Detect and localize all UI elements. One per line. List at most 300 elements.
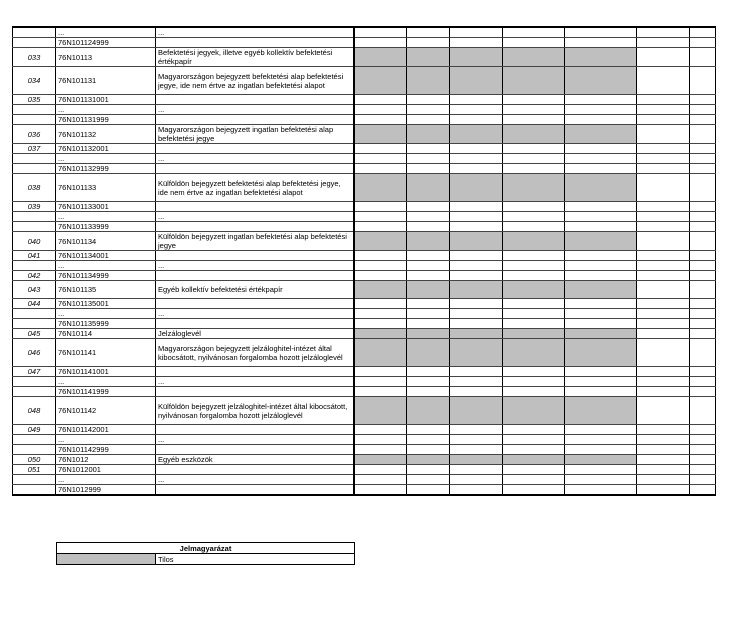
row-code-cell (13, 38, 56, 48)
row-code-cell: 040 (13, 232, 56, 251)
row-code-cell (13, 261, 56, 271)
row-code-cell: 038 (13, 174, 56, 202)
value-cell (503, 367, 565, 377)
value-cell (637, 67, 690, 95)
row-description-cell (156, 144, 354, 154)
table-row (13, 27, 716, 38)
value-cell (503, 115, 565, 125)
value-cell (503, 281, 565, 299)
value-cell (503, 251, 565, 261)
value-cell (354, 319, 407, 329)
value-cell (354, 281, 407, 299)
row-description-cell: Magyarországon bejegyzett befektetési alap befektetési jegye, ide nem értve az ingatlan befektetési alapot (156, 67, 354, 95)
table-row (13, 271, 716, 281)
value-cell (637, 222, 690, 232)
row-id-cell: ... (56, 309, 156, 319)
row-id-cell: 76N101142999 (56, 445, 156, 455)
row-code-cell: 051 (13, 465, 56, 475)
value-cell (637, 105, 690, 115)
value-cell (407, 455, 450, 465)
row-id-cell: 76N101141 (56, 339, 156, 367)
value-cell (565, 445, 637, 455)
value-cell (565, 455, 637, 465)
value-cell (690, 95, 716, 105)
value-cell (354, 425, 407, 435)
value-cell (565, 281, 637, 299)
row-description-cell (156, 95, 354, 105)
value-cell (637, 212, 690, 222)
row-code-cell (13, 319, 56, 329)
value-cell (503, 27, 565, 38)
value-cell (450, 115, 503, 125)
row-code-cell (13, 387, 56, 397)
value-cell (690, 271, 716, 281)
value-cell (503, 397, 565, 425)
value-cell (503, 154, 565, 164)
value-cell (565, 164, 637, 174)
table-row (13, 319, 716, 329)
row-id-cell: 76N101142 (56, 397, 156, 425)
value-cell (354, 299, 407, 309)
row-description-cell: ... (156, 105, 354, 115)
row-code-cell: 033 (13, 48, 56, 67)
value-cell (354, 329, 407, 339)
value-cell (690, 125, 716, 144)
row-id-cell: 76N101133001 (56, 202, 156, 212)
value-cell (565, 95, 637, 105)
value-cell (690, 164, 716, 174)
table-row (13, 485, 716, 496)
value-cell (450, 27, 503, 38)
value-cell (450, 48, 503, 67)
row-description-cell (156, 299, 354, 309)
value-cell (690, 435, 716, 445)
row-id-cell: 76N101141001 (56, 367, 156, 377)
value-cell (450, 455, 503, 465)
table-row (13, 251, 716, 261)
value-cell (354, 485, 407, 496)
value-cell (407, 465, 450, 475)
value-cell (407, 475, 450, 485)
row-code-cell (13, 435, 56, 445)
value-cell (407, 164, 450, 174)
row-id-cell: ... (56, 105, 156, 115)
row-code-cell: 036 (13, 125, 56, 144)
value-cell (503, 144, 565, 154)
row-id-cell: 76N101141999 (56, 387, 156, 397)
value-cell (637, 445, 690, 455)
value-cell (450, 251, 503, 261)
value-cell (407, 174, 450, 202)
value-cell (503, 435, 565, 445)
table-row (13, 154, 716, 164)
value-cell (503, 261, 565, 271)
row-code-cell: 044 (13, 299, 56, 309)
value-cell (450, 435, 503, 445)
table-row (13, 144, 716, 154)
value-cell (637, 319, 690, 329)
row-description-cell: Külföldön bejegyzett befektetési alap befektetési jegye, ide nem értve az ingatlan befektetési alapot (156, 174, 354, 202)
value-cell (407, 261, 450, 271)
value-cell (637, 329, 690, 339)
value-cell (407, 319, 450, 329)
value-cell (565, 232, 637, 251)
value-cell (503, 48, 565, 67)
table-row (13, 95, 716, 105)
value-cell (503, 67, 565, 95)
row-id-cell: ... (56, 261, 156, 271)
value-cell (407, 154, 450, 164)
table-row (13, 212, 716, 222)
value-cell (637, 377, 690, 387)
value-cell (503, 38, 565, 48)
value-cell (407, 222, 450, 232)
table-row (13, 115, 716, 125)
value-cell (407, 387, 450, 397)
value-cell (637, 485, 690, 496)
value-cell (407, 435, 450, 445)
value-cell (407, 48, 450, 67)
table-row (13, 281, 716, 299)
value-cell (407, 105, 450, 115)
value-cell (503, 271, 565, 281)
row-code-cell: 042 (13, 271, 56, 281)
value-cell (690, 329, 716, 339)
value-cell (450, 299, 503, 309)
value-cell (407, 115, 450, 125)
row-code-cell (13, 105, 56, 115)
value-cell (354, 222, 407, 232)
row-code-cell: 035 (13, 95, 56, 105)
table-row (13, 299, 716, 309)
row-id-cell: 76N101135999 (56, 319, 156, 329)
value-cell (637, 281, 690, 299)
value-cell (637, 261, 690, 271)
row-description-cell: Külföldön bejegyzett jelzáloghitel-intézet által kibocsátott, nyilvánosan forgalomba hozott jelzáloglevél (156, 397, 354, 425)
value-cell (354, 445, 407, 455)
value-cell (690, 339, 716, 367)
row-code-cell: 046 (13, 339, 56, 367)
value-cell (637, 154, 690, 164)
row-code-cell (13, 115, 56, 125)
value-cell (354, 397, 407, 425)
value-cell (565, 125, 637, 144)
value-cell (407, 232, 450, 251)
value-cell (565, 115, 637, 125)
row-description-cell: ... (156, 261, 354, 271)
row-id-cell: ... (56, 27, 156, 38)
value-cell (450, 339, 503, 367)
value-cell (354, 465, 407, 475)
row-id-cell: 76N101135 (56, 281, 156, 299)
row-id-cell: 76N1012001 (56, 465, 156, 475)
value-cell (407, 67, 450, 95)
value-cell (690, 27, 716, 38)
value-cell (637, 309, 690, 319)
table-row (13, 202, 716, 212)
value-cell (637, 144, 690, 154)
row-code-cell: 034 (13, 67, 56, 95)
value-cell (637, 465, 690, 475)
row-code-cell (13, 27, 56, 38)
row-id-cell: 76N10114 (56, 329, 156, 339)
row-description-cell (156, 465, 354, 475)
row-code-cell (13, 222, 56, 232)
value-cell (450, 144, 503, 154)
row-code-cell: 043 (13, 281, 56, 299)
value-cell (503, 105, 565, 115)
table-row (13, 174, 716, 202)
value-cell (565, 475, 637, 485)
value-cell (354, 261, 407, 271)
row-code-cell: 045 (13, 329, 56, 339)
value-cell (690, 319, 716, 329)
value-cell (637, 397, 690, 425)
value-cell (407, 271, 450, 281)
value-cell (407, 329, 450, 339)
value-cell (565, 319, 637, 329)
value-cell (450, 309, 503, 319)
row-id-cell: 76N101131 (56, 67, 156, 95)
value-cell (637, 435, 690, 445)
value-cell (565, 27, 637, 38)
value-cell (637, 251, 690, 261)
value-cell (637, 455, 690, 465)
row-code-cell (13, 164, 56, 174)
value-cell (354, 339, 407, 367)
value-cell (690, 48, 716, 67)
row-description-cell (156, 425, 354, 435)
value-cell (690, 377, 716, 387)
value-cell (565, 485, 637, 496)
value-cell (354, 48, 407, 67)
value-cell (503, 339, 565, 367)
row-id-cell: 76N101132999 (56, 164, 156, 174)
row-id-cell: ... (56, 154, 156, 164)
value-cell (354, 377, 407, 387)
value-cell (637, 164, 690, 174)
value-cell (450, 38, 503, 48)
value-cell (690, 174, 716, 202)
table-row (13, 125, 716, 144)
value-cell (637, 367, 690, 377)
value-cell (450, 202, 503, 212)
value-cell (565, 222, 637, 232)
value-cell (503, 485, 565, 496)
table-row (13, 67, 716, 95)
row-description-cell (156, 271, 354, 281)
value-cell (450, 445, 503, 455)
value-cell (354, 105, 407, 115)
value-cell (450, 319, 503, 329)
row-id-cell: 76N101142001 (56, 425, 156, 435)
value-cell (407, 485, 450, 496)
value-cell (503, 232, 565, 251)
value-cell (407, 38, 450, 48)
value-cell (450, 232, 503, 251)
table-row (13, 48, 716, 67)
value-cell (637, 299, 690, 309)
value-cell (565, 397, 637, 425)
value-cell (565, 48, 637, 67)
row-code-cell: 041 (13, 251, 56, 261)
value-cell (637, 339, 690, 367)
row-id-cell: 76N101134 (56, 232, 156, 251)
row-description-cell: Magyarországon bejegyzett ingatlan befektetési alap befektetési jegye (156, 125, 354, 144)
row-code-cell (13, 485, 56, 496)
table-row (13, 367, 716, 377)
row-description-cell: ... (156, 27, 354, 38)
value-cell (450, 377, 503, 387)
row-id-cell: 76N101131999 (56, 115, 156, 125)
value-cell (503, 425, 565, 435)
table-row (13, 339, 716, 367)
value-cell (450, 271, 503, 281)
value-cell (690, 212, 716, 222)
value-cell (503, 445, 565, 455)
row-code-cell: 048 (13, 397, 56, 425)
value-cell (354, 251, 407, 261)
row-id-cell: 76N101133999 (56, 222, 156, 232)
value-cell (503, 387, 565, 397)
value-cell (637, 425, 690, 435)
value-cell (690, 485, 716, 496)
value-cell (450, 125, 503, 144)
value-cell (407, 397, 450, 425)
value-cell (354, 144, 407, 154)
value-cell (354, 27, 407, 38)
row-description-cell (156, 202, 354, 212)
value-cell (503, 95, 565, 105)
data-table (12, 26, 716, 496)
value-cell (690, 445, 716, 455)
value-cell (637, 125, 690, 144)
value-cell (354, 115, 407, 125)
value-cell (450, 485, 503, 496)
value-cell (407, 445, 450, 455)
value-cell (565, 329, 637, 339)
value-cell (690, 475, 716, 485)
row-code-cell: 049 (13, 425, 56, 435)
legend-swatch-tilos (57, 554, 156, 565)
value-cell (450, 329, 503, 339)
value-cell (690, 387, 716, 397)
value-cell (450, 465, 503, 475)
value-cell (637, 48, 690, 67)
row-description-cell: Magyarországon bejegyzett jelzáloghitel-intézet által kibocsátott, nyilvánosan forgalomba hozott jelzáloglevél (156, 339, 354, 367)
value-cell (354, 367, 407, 377)
value-cell (565, 299, 637, 309)
table-row (13, 38, 716, 48)
value-cell (690, 154, 716, 164)
row-id-cell: ... (56, 475, 156, 485)
value-cell (503, 202, 565, 212)
value-cell (503, 329, 565, 339)
row-description-cell (156, 387, 354, 397)
value-cell (565, 339, 637, 367)
value-cell (565, 387, 637, 397)
value-cell (690, 281, 716, 299)
value-cell (690, 67, 716, 95)
row-id-cell: 76N101131001 (56, 95, 156, 105)
table-row (13, 445, 716, 455)
value-cell (565, 202, 637, 212)
table-row (13, 435, 716, 445)
value-cell (407, 377, 450, 387)
row-id-cell: 76N101124999 (56, 38, 156, 48)
value-cell (503, 222, 565, 232)
value-cell (690, 261, 716, 271)
value-cell (690, 309, 716, 319)
value-cell (407, 95, 450, 105)
value-cell (407, 27, 450, 38)
value-cell (565, 154, 637, 164)
value-cell (450, 95, 503, 105)
row-id-cell: 76N101134001 (56, 251, 156, 261)
value-cell (407, 212, 450, 222)
value-cell (637, 475, 690, 485)
row-description-cell: Jelzáloglevél (156, 329, 354, 339)
row-description-cell (156, 251, 354, 261)
value-cell (690, 222, 716, 232)
row-code-cell (13, 212, 56, 222)
table-row (13, 465, 716, 475)
value-cell (450, 475, 503, 485)
value-cell (565, 67, 637, 95)
row-id-cell: ... (56, 377, 156, 387)
value-cell (637, 38, 690, 48)
value-cell (354, 475, 407, 485)
value-cell (354, 202, 407, 212)
value-cell (637, 95, 690, 105)
value-cell (690, 232, 716, 251)
row-description-cell: Egyéb eszközök (156, 455, 354, 465)
value-cell (503, 309, 565, 319)
value-cell (690, 105, 716, 115)
table-row (13, 329, 716, 339)
value-cell (407, 367, 450, 377)
value-cell (354, 95, 407, 105)
value-cell (354, 387, 407, 397)
value-cell (565, 367, 637, 377)
row-id-cell: 76N101132 (56, 125, 156, 144)
value-cell (503, 212, 565, 222)
row-description-cell: Egyéb kollektív befektetési értékpapír (156, 281, 354, 299)
value-cell (407, 299, 450, 309)
value-cell (407, 425, 450, 435)
value-cell (354, 271, 407, 281)
value-cell (450, 174, 503, 202)
value-cell (637, 202, 690, 212)
row-description-cell (156, 164, 354, 174)
value-cell (503, 465, 565, 475)
row-code-cell: 039 (13, 202, 56, 212)
value-cell (503, 377, 565, 387)
table-row (13, 397, 716, 425)
value-cell (407, 309, 450, 319)
row-id-cell: 76N101132001 (56, 144, 156, 154)
value-cell (407, 339, 450, 367)
row-id-cell: ... (56, 212, 156, 222)
row-description-cell: ... (156, 435, 354, 445)
value-cell (690, 455, 716, 465)
table-row (13, 222, 716, 232)
value-cell (503, 455, 565, 465)
value-cell (565, 465, 637, 475)
row-description-cell: ... (156, 475, 354, 485)
value-cell (450, 105, 503, 115)
table-row (13, 164, 716, 174)
